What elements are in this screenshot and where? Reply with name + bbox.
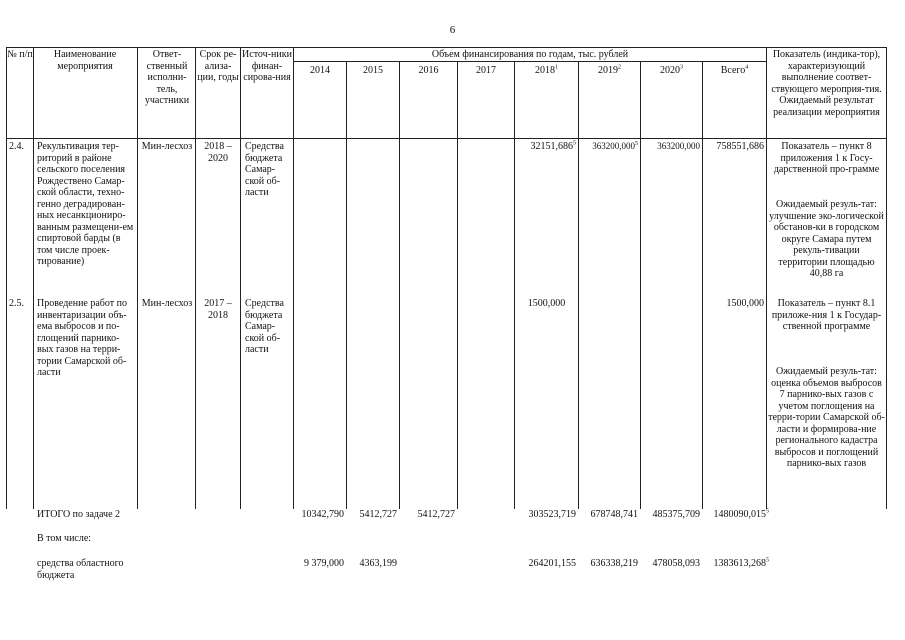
row-responsible: Мин-лесхоз	[141, 141, 193, 152]
row-indicator: Показатель – пункт 8 приложения 1 к Госу-дарственной про-грамме	[773, 141, 880, 175]
header-funding: Объем финансирования по годам, тыс. рублей	[431, 49, 629, 60]
total-value-2016: 5412,727	[417, 509, 455, 520]
row-responsible: Мин-лесхоз	[141, 298, 193, 309]
regional-label: средства областного бюджета	[37, 558, 124, 581]
header-year-2014: 2014	[310, 65, 330, 76]
regional-value-2018: 264201,155	[528, 558, 576, 569]
row-value-2020: 363200,000	[657, 141, 700, 151]
total-value-2015: 5412,727	[359, 509, 397, 520]
header-source: Источ-ники финан-сирова-ния	[242, 49, 292, 83]
header-responsible: Ответ-ственный исполни-тель, участники	[144, 49, 190, 106]
regional-value-total: 1383613,268$^5$	[713, 557, 769, 569]
row-value-total: 758551,686	[716, 141, 764, 152]
page-number: 6	[449, 24, 456, 36]
row-source: Средства бюджета Самар-ской об-ласти	[245, 298, 284, 355]
header-term: Срок ре-ализа-ции, годы	[197, 49, 239, 83]
regional-value-2015: 4363,199	[359, 558, 397, 569]
row-name: Рекультивация тер-риторий в районе сельского поселения Рождествено Самар-ской области, техно-генно деградирован-ных несанкциониро-ванным размещени-ем спиртовой барды (в том числе проек-тирование)	[37, 141, 134, 267]
row-value-2019: 363200,000$^5$	[592, 141, 638, 151]
total-value-2019: 678748,741	[590, 509, 638, 520]
row-source: Средства бюджета Самар-ской об-ласти	[245, 141, 284, 198]
regional-value-2020: 478058,093	[652, 558, 700, 569]
header-year-2018: 2018$^1$	[535, 64, 558, 76]
total-value-2020: 485375,709	[652, 509, 700, 520]
total-value-total: 1480090,015$^5$	[713, 508, 769, 520]
row-num: 2.4.	[9, 141, 24, 152]
header-year-2015: 2015	[363, 65, 383, 76]
row-value-total: 1500,000	[726, 298, 764, 309]
regional-value-2019: 636338,219	[590, 558, 638, 569]
header-year-2016: 2016	[418, 65, 439, 76]
header-num: № п/п	[7, 49, 33, 60]
row-value-2018: 32151,686$^5$	[530, 140, 576, 152]
row-num: 2.5.	[9, 298, 24, 309]
total-value-2014: 10342,790	[301, 509, 344, 520]
total-label: ИТОГО по задаче 2	[37, 509, 121, 520]
header-year-2019: 2019$^2$	[598, 64, 621, 76]
row-expected-result: Ожидаемый резуль-тат: оценка объемов выбросов 7 парнико-вых газов с учетом поглощения на терри-тории Самарской об-ласти и формирова-ние регионального кадастра выбросов и поглощений парнико-вых газов	[768, 366, 885, 469]
header-year-2017: 2017	[476, 65, 496, 76]
header-year-total: Всего$^4$	[720, 64, 749, 76]
header-year-2020: 2020$^3$	[660, 64, 683, 76]
row-term: 2018 – 2020	[204, 141, 232, 164]
row-expected-result: Ожидаемый резуль-тат: улучшение эко-логической обстанов-ки в городском округе Самара путем рекуль-тивации территории площадью 40,88 га	[769, 199, 884, 279]
row-indicator: Показатель – пункт 8.1 приложе-ния 1 к Государ-ственной программе	[771, 298, 882, 332]
including-label: В том числе:	[37, 533, 92, 544]
header-indicator: Показатель (индика-тор), характеризующий выполнение соответ-ствующего мероприя-тия. Ожидаемый результат реализации мероприятия	[771, 49, 882, 118]
regional-value-2014: 9 379,000	[304, 558, 344, 569]
header-name: Наименование мероприятия	[53, 49, 117, 72]
total-value-2018: 303523,719	[528, 509, 576, 520]
row-name: Проведение работ по инвентаризации объ-ема выбросов и по-глощений парнико-вых газов на терри-тории Самарской об-ласти	[37, 298, 127, 378]
row-value-2018: 1500,000	[527, 298, 566, 309]
row-term: 2017 – 2018	[204, 298, 232, 321]
